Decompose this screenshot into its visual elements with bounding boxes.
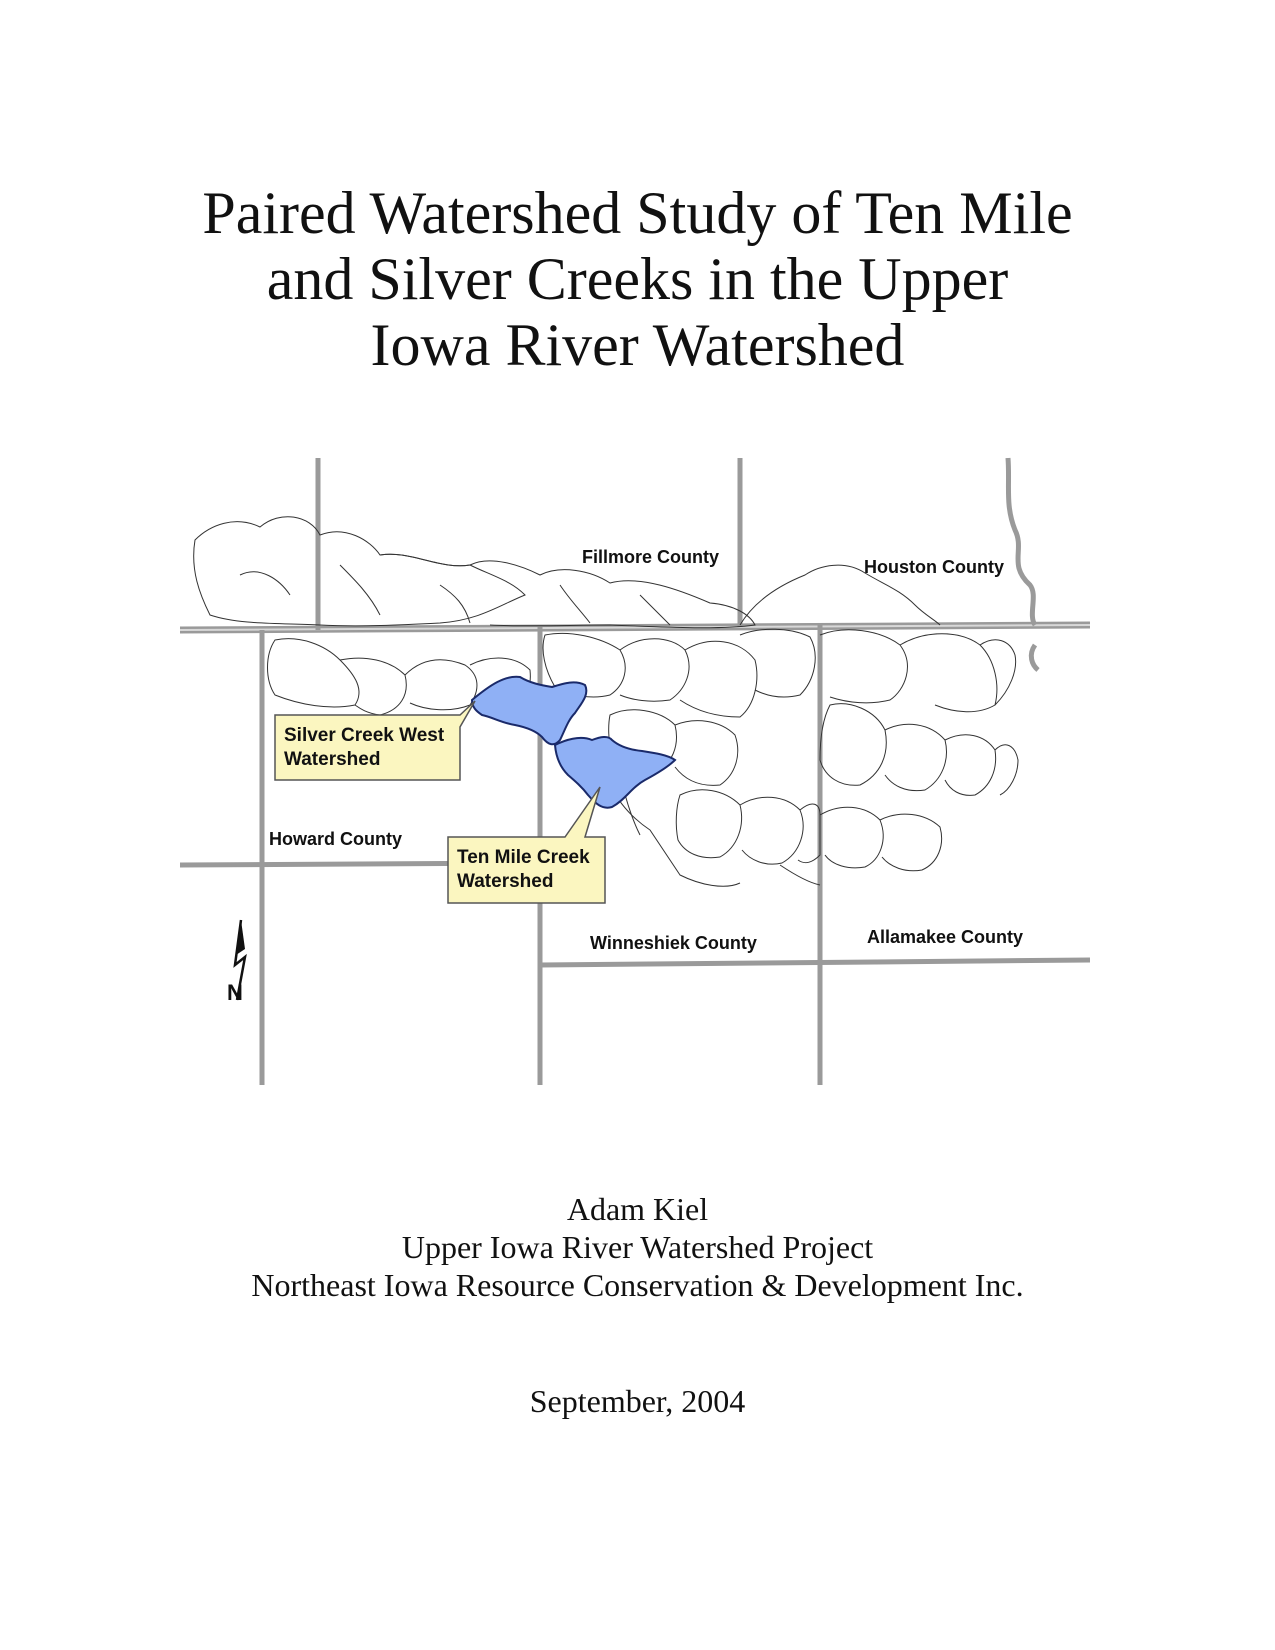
ten-mile-creek-watershed: [555, 737, 675, 808]
north-arrow-icon: [227, 920, 245, 1005]
title-line-1: Paired Watershed Study of Ten Mile: [202, 180, 1073, 246]
silver-creek-label-line-1: Silver Creek West: [284, 725, 445, 746]
document-title: [0, 180, 1275, 378]
author-organization: Northeast Iowa Resource Conservation & Development Inc.: [251, 1267, 1024, 1303]
county-label-houston: Houston County: [864, 557, 1004, 577]
county-label-winneshiek: Winneshiek County: [590, 933, 757, 953]
highlighted-watersheds: [472, 677, 675, 808]
county-label-fillmore: Fillmore County: [582, 547, 720, 567]
watershed-map: [180, 455, 1090, 1085]
ten-mile-callout: [448, 787, 605, 903]
title-line-2: and Silver Creeks in the Upper: [266, 246, 1009, 312]
publication-date: September, 2004: [529, 1383, 746, 1419]
north-arrow-label: N: [227, 980, 243, 1005]
county-label-howard: Howard County: [269, 829, 402, 849]
silver-creek-callout: [275, 701, 475, 780]
title-line-3: Iowa River Watershed: [370, 312, 905, 378]
author-name: Adam Kiel: [566, 1191, 709, 1227]
silver-creek-label-line-2: Watershed: [284, 749, 381, 770]
silver-creek-west-watershed: [472, 677, 586, 745]
author-project: Upper Iowa River Watershed Project: [401, 1229, 874, 1265]
ten-mile-label-line-1: Ten Mile Creek: [457, 847, 590, 868]
ten-mile-label-line-2: Watershed: [457, 871, 554, 892]
county-label-allamakee: Allamakee County: [867, 927, 1024, 947]
author-block: [0, 1190, 1275, 1304]
